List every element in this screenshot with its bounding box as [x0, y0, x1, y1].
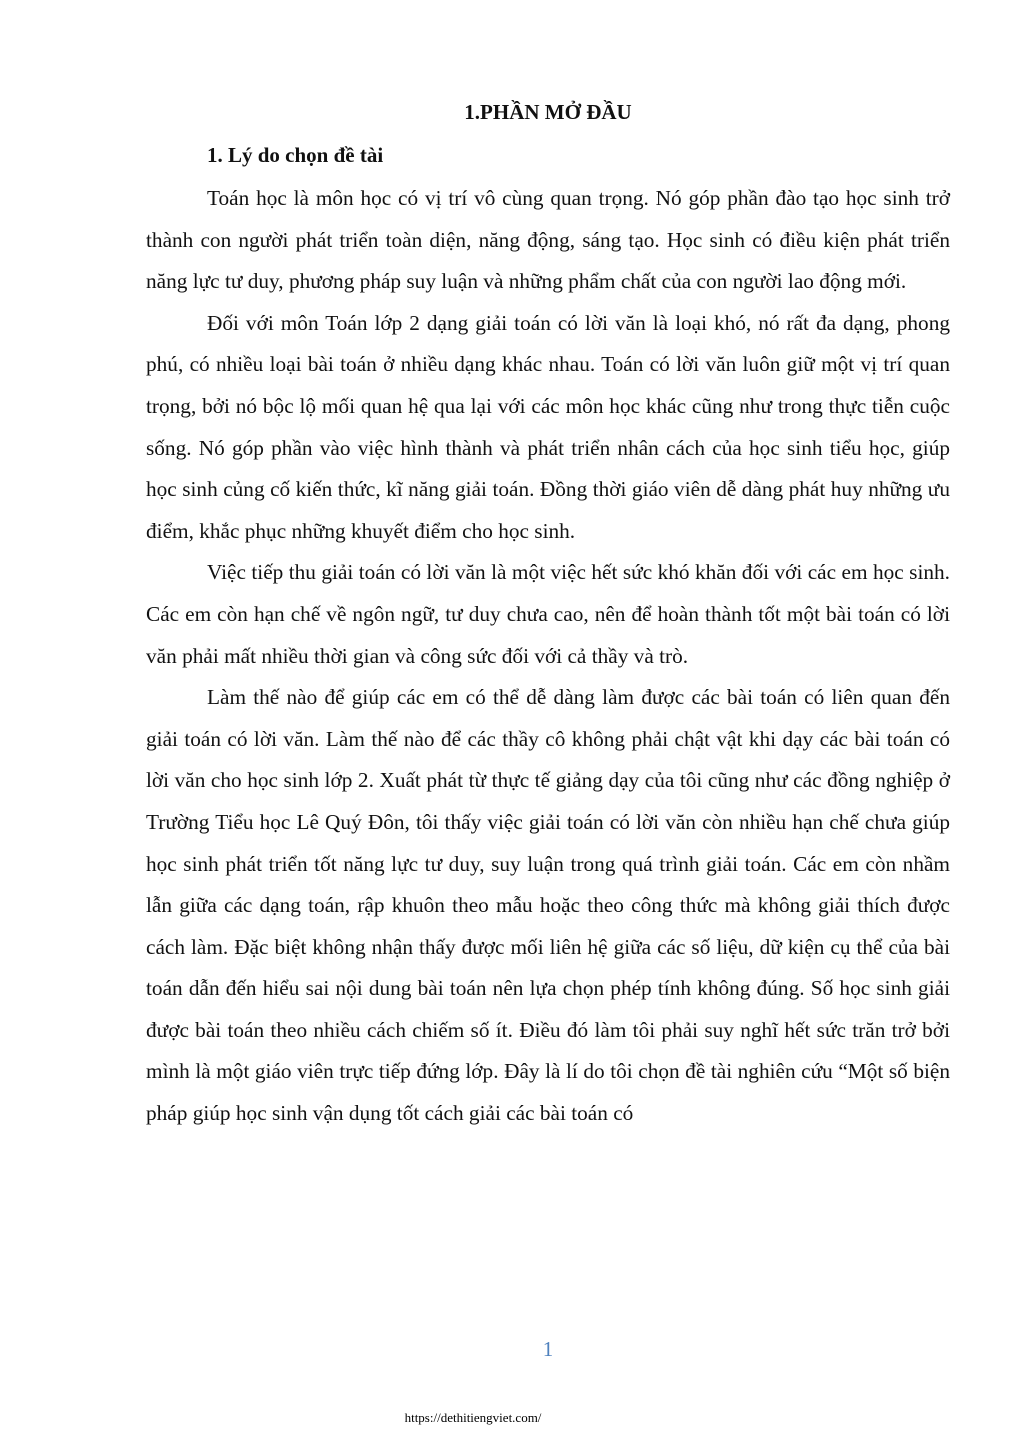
- document-title: 1.PHẦN MỞ ĐẦU: [464, 100, 632, 124]
- paragraph-2: Đối với môn Toán lớp 2 dạng giải toán có lời văn là loại khó, nó rất đa dạng, phong phú, có nhiều loại bài toán ở nhiều dạng khác nhau. Toán có lời văn luôn giữ một vị trí quan trọng, bởi nó bộc lộ mối quan hệ qua lại với các môn học khác cũng như trong thực tiễn cuộc sống. Nó góp phần vào việc hình thành và phát triển nhân cách của học sinh tiểu học, giúp học sinh củng cố kiến thức, kĩ năng giải toán. Đồng thời giáo viên dễ dàng phát huy những ưu điểm, khắc phục những khuyết điểm cho học sinh.: [146, 310, 950, 543]
- paragraph-4: Làm thế nào để giúp các em có thể dễ dàng làm được các bài toán có liên quan đến giải toán có lời văn. Làm thế nào để các thầy cô không phải chật vật khi dạy các bài toán có lời văn cho học sinh lớp 2. Xuất phát từ thực tế giảng dạy của tôi cũng như các đồng nghiệp ở Trường Tiểu học Lê Quý Đôn, tôi thấy việc giải toán có lời văn còn nhiều hạn chế chưa giúp học sinh phát triển tốt năng lực tư duy, suy luận trong quá trình giải toán. Các em còn nhầm lẫn giữa các dạng toán, rập khuôn theo mẫu hoặc theo công thức mà không giải thích được cách làm. Đặc biệt không nhận thấy được mối liên hệ giữa các số liệu, dữ kiện cụ thể của bài toán dẫn đến hiểu sai nội dung bài toán nên lựa chọn phép tính không đúng. Số học sinh giải được bài toán theo nhiều cách chiếm số ít. Điều đó làm tôi phải suy nghĩ hết sức trăn trở bởi mình là một giáo viên trực tiếp đứng lớp. Đây là lí do tôi chọn đề tài nghiên cứu “Một số biện pháp giúp học sinh vận dụng tốt cách giải các bài toán có: [146, 685, 950, 1126]
- section-heading: 1. Lý do chọn đề tài: [207, 143, 384, 167]
- paragraph-1: Toán học là môn học có vị trí vô cùng quan trọng. Nó góp phần đào tạo học sinh trở thành con người phát triển toàn diện, năng động, sáng tạo. Học sinh có điều kiện phát triển năng lực tư duy, phương pháp suy luận và những phẩm chất của con người lao động mới.: [146, 186, 950, 294]
- page-number: 1: [542, 1337, 554, 1361]
- document-body: [146, 178, 950, 1135]
- paragraph-3: Việc tiếp thu giải toán có lời văn là một việc hết sức khó khăn đối với các em học sinh. Các em còn hạn chế về ngôn ngữ, tư duy chưa cao, nên để hoàn thành tốt một bài toán có lời văn phải mất nhiều thời gian và công sức đối với cả thầy và trò.: [146, 560, 950, 668]
- footer-url[interactable]: https://dethitiengviet.com/: [404, 1410, 542, 1425]
